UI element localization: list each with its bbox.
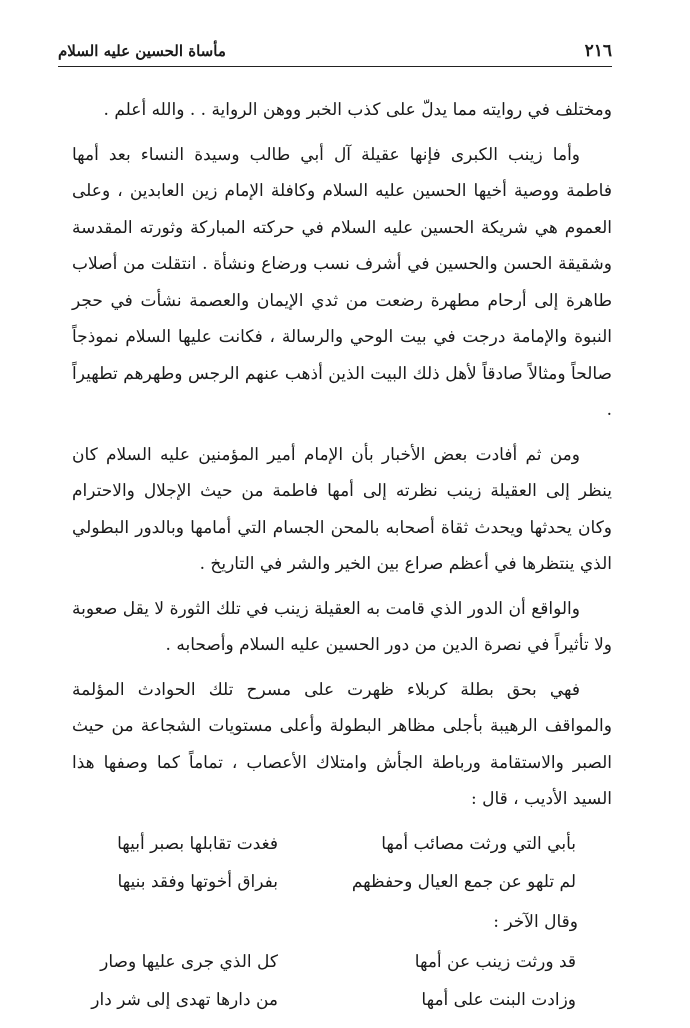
page-body	[72, 92, 612, 1020]
running-title: مأساة الحسين عليه السلام	[58, 42, 226, 60]
poem-2-verse-2	[72, 982, 612, 1020]
header-rule	[58, 66, 612, 67]
poem-1	[72, 826, 612, 902]
verse-first-hemistich: لم تلهو عن جمع العيال وحفظهم	[351, 871, 576, 892]
paragraph-4: والواقع أن الدور الذي قامت به العقيلة زينب في تلك الثورة لا يقل صعوبة ولا تأثيراً في نصرة الدين من دور الحسين عليه السلام وأصحابه .	[72, 598, 612, 655]
verse-second-hemistich: بفراق أخوتها وفقد بنيها	[117, 871, 278, 892]
poem-1-verse-1	[72, 826, 612, 864]
page-number: ٢١٦	[584, 41, 612, 61]
paragraph-5: فهي بحق بطلة كربلاء ظهرت على مسرح تلك الحوادث المؤلمة والمواقف الرهيبة بأجلى مظاهر البطولة وأعلى مستويات الشجاعة من حيث الصبر والاستقامة ورباطة الجأش وامتلاك الأعصاب ، تماماً كما وصفها هذا السيد الأديب ، قال :	[72, 679, 612, 809]
verse-first-hemistich: وزادت البنت على أمها	[421, 989, 576, 1010]
verse-second-hemistich: من دارها تهدى إلى شر دار	[91, 989, 278, 1010]
paragraph-1: ومختلف في روايته مما يدلّ على كذب الخبر ووهن الرواية . . والله أعلم .	[103, 100, 612, 120]
verse-first-hemistich: بأبي التي ورثت مصائب أمها	[381, 833, 576, 854]
verse-first-hemistich: قد ورثت زينب عن أمها	[414, 951, 576, 972]
page-header	[58, 38, 612, 64]
paragraph-3: ومن ثم أفادت بعض الأخبار بأن الإمام أمير المؤمنين عليه السلام كان ينظر إلى العقيلة زينب نظرته إلى أمها فاطمة من حيث الإجلال والاحترام وكان يحدثها ويحدث ثقاة أصحابه بالمحن الجسام التي أمامها وبالدور البطولي الذي ينتظرها في أعظم صراع بين الخير والشر في التاريخ .	[72, 444, 612, 574]
verse-second-hemistich: فغدت تقابلها بصبر أبيها	[117, 833, 278, 854]
poem-2	[72, 944, 612, 1020]
poem-1-verse-2	[72, 864, 612, 902]
poem-2-intro: وقال الآخر :	[493, 911, 578, 932]
paragraph-2: وأما زينب الكبرى فإنها عقيلة آل أبي طالب وسيدة النساء بعد أمها فاطمة ووصية أخيها الحسين عليه السلام وكافلة الإمام زين العابدين ، وعلى العموم هي شريكة الحسين عليه السلام في حركته المباركة وثورته المقدسة وشقيقة الحسن والحسين في أشرف نسب ورضاع ونشأة . انتقلت من أصلاب طاهرة إلى أرحام مطهرة رضعت من ثدي الإيمان والعصمة نشأت في حجر النبوة والإمامة درجت في بيت الوحي والرسالة ، فكانت عليها السلام نموذجاً صالحاً ومثالاً صادقاً لأهل ذلك البيت الذين أذهب عنهم الرجس وطهرهم تطهيراً .	[72, 144, 612, 420]
verse-second-hemistich: كل الذي جرى عليها وصار	[100, 951, 278, 972]
poem-2-verse-1	[72, 944, 612, 982]
